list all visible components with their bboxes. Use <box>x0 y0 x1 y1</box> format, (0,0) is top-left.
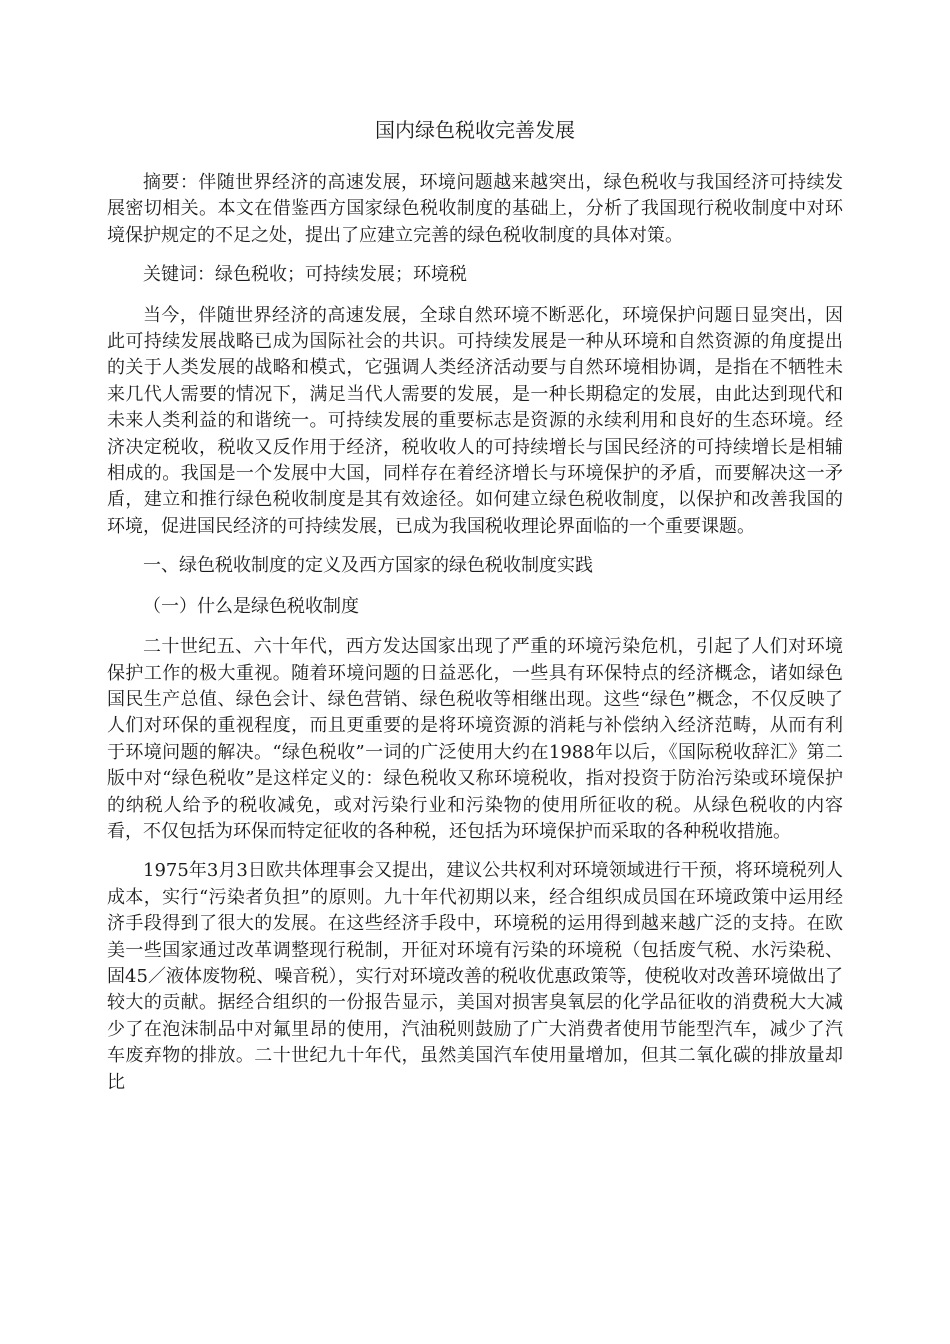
document-page <box>107 116 843 1109</box>
subsection-heading: （一）什么是绿色税收制度 <box>143 595 359 617</box>
intro-paragraph: 当今，伴随世界经济的高速发展，全球自然环境不断恶化，环境保护问题日显突出，因此可持续发展战略已成为国际社会的共识。可持续发展是一种从环境和自然资源的角度提出的关于人类发展的战略和模式，它强调人类经济活动要与自然环境相协调，是指在不牺牲未来几代人需要的情况下，满足当代人需要的发展，是一种长期稳定的发展，由此达到现代和未来人类利益的和谐统一。可持续发展的重要标志是资源的永续利用和良好的生态环境。经济决定税收，税收又反作用于经济，税收收人的可持续增长与国民经济的可持续增长是相辅相成的。我国是一个发展中大国，同样存在着经济增长与环境保护的矛盾，而要解决这一矛盾，建立和推行绿色税收制度是其有效途径。如何建立绿色税收制度，以保护和改善我国的环境，促进国民经济的可持续发展，已成为我国税收理论界面临的一个重要课题。 <box>107 304 843 537</box>
document-title: 国内绿色税收完善发展 <box>375 118 575 142</box>
abstract-paragraph: 摘要：伴随世界经济的高速发展，环境问题越来越突出，绿色税收与我国经济可持续发展密切相关。本文在借鉴西方国家绿色税收制度的基础上，分析了我国现行税收制度中对环境保护规定的不足之处，提出了应建立完善的绿色税收制度的具体对策。 <box>107 172 843 246</box>
keywords-paragraph: 关键词：绿色税收；可持续发展；环境税 <box>143 264 467 286</box>
definition-paragraph: 二十世纪五、六十年代，西方发达国家出现了严重的环境污染危机，引起了人们对环境保护工作的极大重视。随着环境问题的日益恶化，一些具有环保特点的经济概念，诸如绿色国民生产总值、绿色会计、绿色营销、绿色税收等相继出现。这些“绿色”概念，不仅反映了人们对环保的重视程度，而且更重要的是将环境资源的消耗与补偿纳入经济范畴，从而有利于环境问题的解决。“绿色税收”一词的广泛使用大约在1988年以后，《国际税收辞汇》第二版中对“绿色税收”是这样定义的：绿色税收又称环境税收，指对投资于防治污染或环境保护的纳税人给予的税收减免，或对污染行业和污染物的使用所征收的税。从绿色税收的内容看，不仅包括为环保而特定征收的各种税，还包括为环境保护而采取的各种税收措施。 <box>107 636 843 842</box>
history-paragraph: 1975年3月3日欧共体理事会又提出，建议公共权利对环境领域进行干预，将环境税列人成本，实行“污染者负担”的原则。九十年代初期以来，经合组织成员国在环境政策中运用经济手段得到了很大的发展。在这些经济手段中，环境税的运用得到越来越广泛的支持。在欧美一些国家通过改革调整现行税制，开征对环境有污染的环境税（包括废气税、水污染税、固45／液体废物税、噪音税），实行对环境改善的税收优惠政策等，使税收对改善环境做出了较大的贡献。据经合组织的一份报告显示，美国对损害臭氧层的化学品征收的消费税大大减少了在泡沫制品中对氟里昂的使用，汽油税则鼓励了广大消费者使用节能型汽车，减少了汽车废弃物的排放。二十世纪九十年代，虽然美国汽车使用量增加，但其二氧化碳的排放量却比 <box>107 860 843 1093</box>
section-heading: 一、绿色税收制度的定义及西方国家的绿色税收制度实践 <box>143 555 593 577</box>
